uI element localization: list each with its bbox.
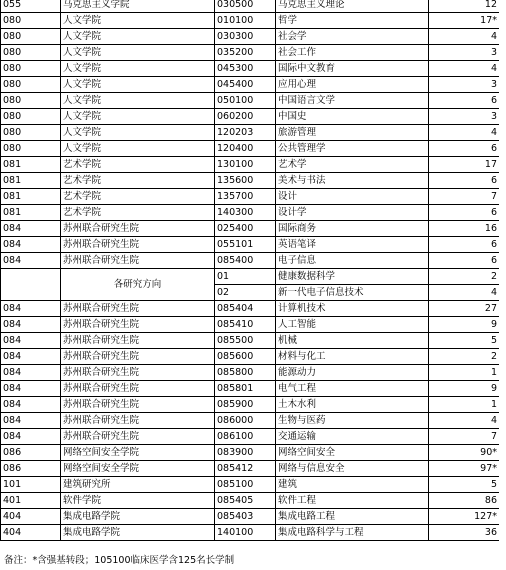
table-row xyxy=(1,317,500,333)
major-code-cell: 135700 xyxy=(215,189,276,205)
college-cell: 苏州联合研究生院 xyxy=(61,237,215,253)
count-cell: 6 xyxy=(429,173,500,189)
count-cell: 1 xyxy=(429,365,500,381)
college-cell: 人文学院 xyxy=(61,93,215,109)
code-cell: 080 xyxy=(1,29,61,45)
major-code-cell: 140100 xyxy=(215,525,276,541)
college-cell: 苏州联合研究生院 xyxy=(61,317,215,333)
count-cell: 2 xyxy=(429,269,500,285)
table-row xyxy=(1,205,500,221)
table-row xyxy=(1,397,500,413)
table-row xyxy=(1,77,500,93)
code-cell: 084 xyxy=(1,221,61,237)
count-cell: 5 xyxy=(429,477,500,493)
count-cell: 6 xyxy=(429,253,500,269)
count-cell: 3 xyxy=(429,45,500,61)
major-code-cell: 135600 xyxy=(215,173,276,189)
major-name-cell: 集成电路科学与工程 xyxy=(276,525,429,541)
code-cell: 084 xyxy=(1,253,61,269)
code-cell: 080 xyxy=(1,141,61,157)
code-cell: 080 xyxy=(1,109,61,125)
count-cell: 16 xyxy=(429,221,500,237)
count-cell: 6 xyxy=(429,237,500,253)
major-code-cell: 140300 xyxy=(215,205,276,221)
major-code-cell: 120203 xyxy=(215,125,276,141)
major-name-cell: 人工智能 xyxy=(276,317,429,333)
table-row xyxy=(1,301,500,317)
college-cell: 苏州联合研究生院 xyxy=(61,253,215,269)
major-code-cell: 060200 xyxy=(215,109,276,125)
major-name-cell: 中国史 xyxy=(276,109,429,125)
table-row xyxy=(1,461,500,477)
count-cell: 4 xyxy=(429,125,500,141)
college-cell: 马克思主义学院 xyxy=(61,0,215,13)
major-code-cell: 086000 xyxy=(215,413,276,429)
major-name-cell: 建筑 xyxy=(276,477,429,493)
table-row xyxy=(1,157,500,173)
table-row xyxy=(1,253,500,269)
major-name-cell: 美术与书法 xyxy=(276,173,429,189)
code-cell: 101 xyxy=(1,477,61,493)
count-cell: 4 xyxy=(429,285,500,301)
college-cell: 人文学院 xyxy=(61,61,215,77)
major-name-cell: 电子信息 xyxy=(276,253,429,269)
major-code-cell: 085403 xyxy=(215,509,276,525)
major-code-cell: 050100 xyxy=(215,93,276,109)
major-code-cell: 045400 xyxy=(215,77,276,93)
major-code-cell: 085412 xyxy=(215,461,276,477)
table-row xyxy=(1,381,500,397)
table-body-bottom xyxy=(1,301,500,541)
college-cell: 网络空间安全学院 xyxy=(61,461,215,477)
major-name-cell: 英语笔译 xyxy=(276,237,429,253)
major-name-cell: 新一代电子信息技术 xyxy=(276,285,429,301)
code-cell: 081 xyxy=(1,157,61,173)
college-cell: 苏州联合研究生院 xyxy=(61,429,215,445)
major-code-cell: 085900 xyxy=(215,397,276,413)
code-cell: 401 xyxy=(1,493,61,509)
college-cell: 苏州联合研究生院 xyxy=(61,349,215,365)
table-row xyxy=(1,509,500,525)
major-code-cell: 085404 xyxy=(215,301,276,317)
table-row xyxy=(1,189,500,205)
major-name-cell: 设计学 xyxy=(276,205,429,221)
major-code-cell: 085801 xyxy=(215,381,276,397)
table-body-top xyxy=(1,0,500,269)
code-cell: 080 xyxy=(1,77,61,93)
college-cell: 人文学院 xyxy=(61,13,215,29)
table-row xyxy=(1,429,500,445)
college-cell: 苏州联合研究生院 xyxy=(61,381,215,397)
major-name-cell: 哲学 xyxy=(276,13,429,29)
major-code-cell: 120400 xyxy=(215,141,276,157)
count-cell: 9 xyxy=(429,317,500,333)
major-name-cell: 网络与信息安全 xyxy=(276,461,429,477)
major-name-cell: 国际商务 xyxy=(276,221,429,237)
code-cell: 080 xyxy=(1,125,61,141)
code-cell: 084 xyxy=(1,413,61,429)
major-name-cell: 生物与医药 xyxy=(276,413,429,429)
college-cell: 人文学院 xyxy=(61,109,215,125)
count-cell: 1 xyxy=(429,397,500,413)
count-cell: 6 xyxy=(429,205,500,221)
code-cell: 080 xyxy=(1,13,61,29)
major-name-cell: 电气工程 xyxy=(276,381,429,397)
table-row xyxy=(1,221,500,237)
code-cell: 084 xyxy=(1,365,61,381)
table-row xyxy=(1,237,500,253)
major-code-cell: 025400 xyxy=(215,221,276,237)
major-name-cell: 健康数据科学 xyxy=(276,269,429,285)
major-code-cell: 085405 xyxy=(215,493,276,509)
major-name-cell: 土木水利 xyxy=(276,397,429,413)
major-code-cell: 045300 xyxy=(215,61,276,77)
major-name-cell: 应用心理 xyxy=(276,77,429,93)
count-cell: 17* xyxy=(429,13,500,29)
college-cell: 软件学院 xyxy=(61,493,215,509)
count-cell: 7 xyxy=(429,429,500,445)
count-cell: 4 xyxy=(429,413,500,429)
code-cell: 084 xyxy=(1,237,61,253)
page-edge xyxy=(499,0,506,570)
code-cell: 084 xyxy=(1,301,61,317)
college-cell: 苏州联合研究生院 xyxy=(61,221,215,237)
major-code-cell: 085600 xyxy=(215,349,276,365)
code-cell: 084 xyxy=(1,349,61,365)
table-row xyxy=(1,45,500,61)
college-cell: 苏州联合研究生院 xyxy=(61,333,215,349)
major-code-cell: 085400 xyxy=(215,253,276,269)
count-cell: 5 xyxy=(429,333,500,349)
table-row xyxy=(1,365,500,381)
code-cell: 084 xyxy=(1,317,61,333)
code-cell: 081 xyxy=(1,173,61,189)
college-cell: 人文学院 xyxy=(61,125,215,141)
major-name-cell: 软件工程 xyxy=(276,493,429,509)
table-row xyxy=(1,445,500,461)
count-cell: 127* xyxy=(429,509,500,525)
college-cell: 苏州联合研究生院 xyxy=(61,397,215,413)
major-name-cell: 材料与化工 xyxy=(276,349,429,365)
count-cell: 9 xyxy=(429,381,500,397)
table-row xyxy=(1,29,500,45)
college-cell: 艺术学院 xyxy=(61,173,215,189)
college-cell: 人文学院 xyxy=(61,141,215,157)
code-cell: 084 xyxy=(1,333,61,349)
major-code-cell: 083900 xyxy=(215,445,276,461)
major-code-cell: 02 xyxy=(215,285,276,301)
major-name-cell: 社会学 xyxy=(276,29,429,45)
code-cell: 081 xyxy=(1,205,61,221)
major-code-cell: 085410 xyxy=(215,317,276,333)
college-cell: 苏州联合研究生院 xyxy=(61,301,215,317)
major-name-cell: 交通运输 xyxy=(276,429,429,445)
table-row xyxy=(1,0,500,13)
code-cell: 080 xyxy=(1,45,61,61)
college-cell: 艺术学院 xyxy=(61,205,215,221)
table-row xyxy=(1,349,500,365)
major-code-cell: 086100 xyxy=(215,429,276,445)
major-code-cell: 085800 xyxy=(215,365,276,381)
major-code-cell: 030300 xyxy=(215,29,276,45)
count-cell: 86 xyxy=(429,493,500,509)
major-name-cell: 网络空间安全 xyxy=(276,445,429,461)
table-row xyxy=(1,269,500,285)
code-cell: 084 xyxy=(1,381,61,397)
table-row xyxy=(1,477,500,493)
count-cell: 27 xyxy=(429,301,500,317)
college-cell: 艺术学院 xyxy=(61,157,215,173)
count-cell: 12 xyxy=(429,0,500,13)
major-code-cell: 030500 xyxy=(215,0,276,13)
code-cell: 080 xyxy=(1,93,61,109)
sub-direction-label: 各研究方向 xyxy=(61,269,215,301)
college-cell: 人文学院 xyxy=(61,45,215,61)
college-cell: 集成电路学院 xyxy=(61,525,215,541)
major-name-cell: 能源动力 xyxy=(276,365,429,381)
college-cell: 人文学院 xyxy=(61,29,215,45)
major-name-cell: 艺术学 xyxy=(276,157,429,173)
code-cell: 404 xyxy=(1,509,61,525)
major-code-cell: 055101 xyxy=(215,237,276,253)
major-code-cell: 130100 xyxy=(215,157,276,173)
college-cell: 集成电路学院 xyxy=(61,509,215,525)
count-cell: 2 xyxy=(429,349,500,365)
major-code-cell: 085500 xyxy=(215,333,276,349)
count-cell: 90* xyxy=(429,445,500,461)
table-row xyxy=(1,125,500,141)
table-row xyxy=(1,93,500,109)
major-code-cell: 035200 xyxy=(215,45,276,61)
code-cell: 404 xyxy=(1,525,61,541)
major-name-cell: 集成电路工程 xyxy=(276,509,429,525)
code-cell: 086 xyxy=(1,461,61,477)
count-cell: 6 xyxy=(429,93,500,109)
table-row xyxy=(1,141,500,157)
count-cell: 4 xyxy=(429,29,500,45)
count-cell: 6 xyxy=(429,141,500,157)
major-name-cell: 旅游管理 xyxy=(276,125,429,141)
major-code-cell: 085100 xyxy=(215,477,276,493)
table-row xyxy=(1,173,500,189)
footnote: 备注：*含强基转段；105100临床医学含125名长学制 xyxy=(4,555,235,566)
table-row xyxy=(1,61,500,77)
major-name-cell: 计算机技术 xyxy=(276,301,429,317)
table-row xyxy=(1,13,500,29)
college-cell: 苏州联合研究生院 xyxy=(61,413,215,429)
major-name-cell: 公共管理学 xyxy=(276,141,429,157)
college-cell: 建筑研究所 xyxy=(61,477,215,493)
major-name-cell: 设计 xyxy=(276,189,429,205)
major-name-cell: 机械 xyxy=(276,333,429,349)
college-cell: 网络空间安全学院 xyxy=(61,445,215,461)
sub-direction-block xyxy=(1,269,500,301)
table-row xyxy=(1,493,500,509)
table-row xyxy=(1,525,500,541)
major-name-cell: 马克思主义理论 xyxy=(276,0,429,13)
code-cell: 086 xyxy=(1,445,61,461)
code-cell: 081 xyxy=(1,189,61,205)
code-cell: 055 xyxy=(1,0,61,13)
college-cell: 苏州联合研究生院 xyxy=(61,365,215,381)
code-cell: 084 xyxy=(1,397,61,413)
college-cell: 人文学院 xyxy=(61,77,215,93)
count-cell: 36 xyxy=(429,525,500,541)
count-cell: 3 xyxy=(429,109,500,125)
code-cell: 080 xyxy=(1,61,61,77)
major-name-cell: 中国语言文学 xyxy=(276,93,429,109)
count-cell: 4 xyxy=(429,61,500,77)
code-cell xyxy=(1,269,61,301)
table-row xyxy=(1,413,500,429)
count-cell: 97* xyxy=(429,461,500,477)
count-cell: 7 xyxy=(429,189,500,205)
major-name-cell: 国际中文教育 xyxy=(276,61,429,77)
table-row xyxy=(1,333,500,349)
code-cell: 084 xyxy=(1,429,61,445)
count-cell: 3 xyxy=(429,77,500,93)
major-code-cell: 01 xyxy=(215,269,276,285)
major-name-cell: 社会工作 xyxy=(276,45,429,61)
table-row xyxy=(1,109,500,125)
major-code-cell: 010100 xyxy=(215,13,276,29)
count-cell: 17 xyxy=(429,157,500,173)
college-cell: 艺术学院 xyxy=(61,189,215,205)
